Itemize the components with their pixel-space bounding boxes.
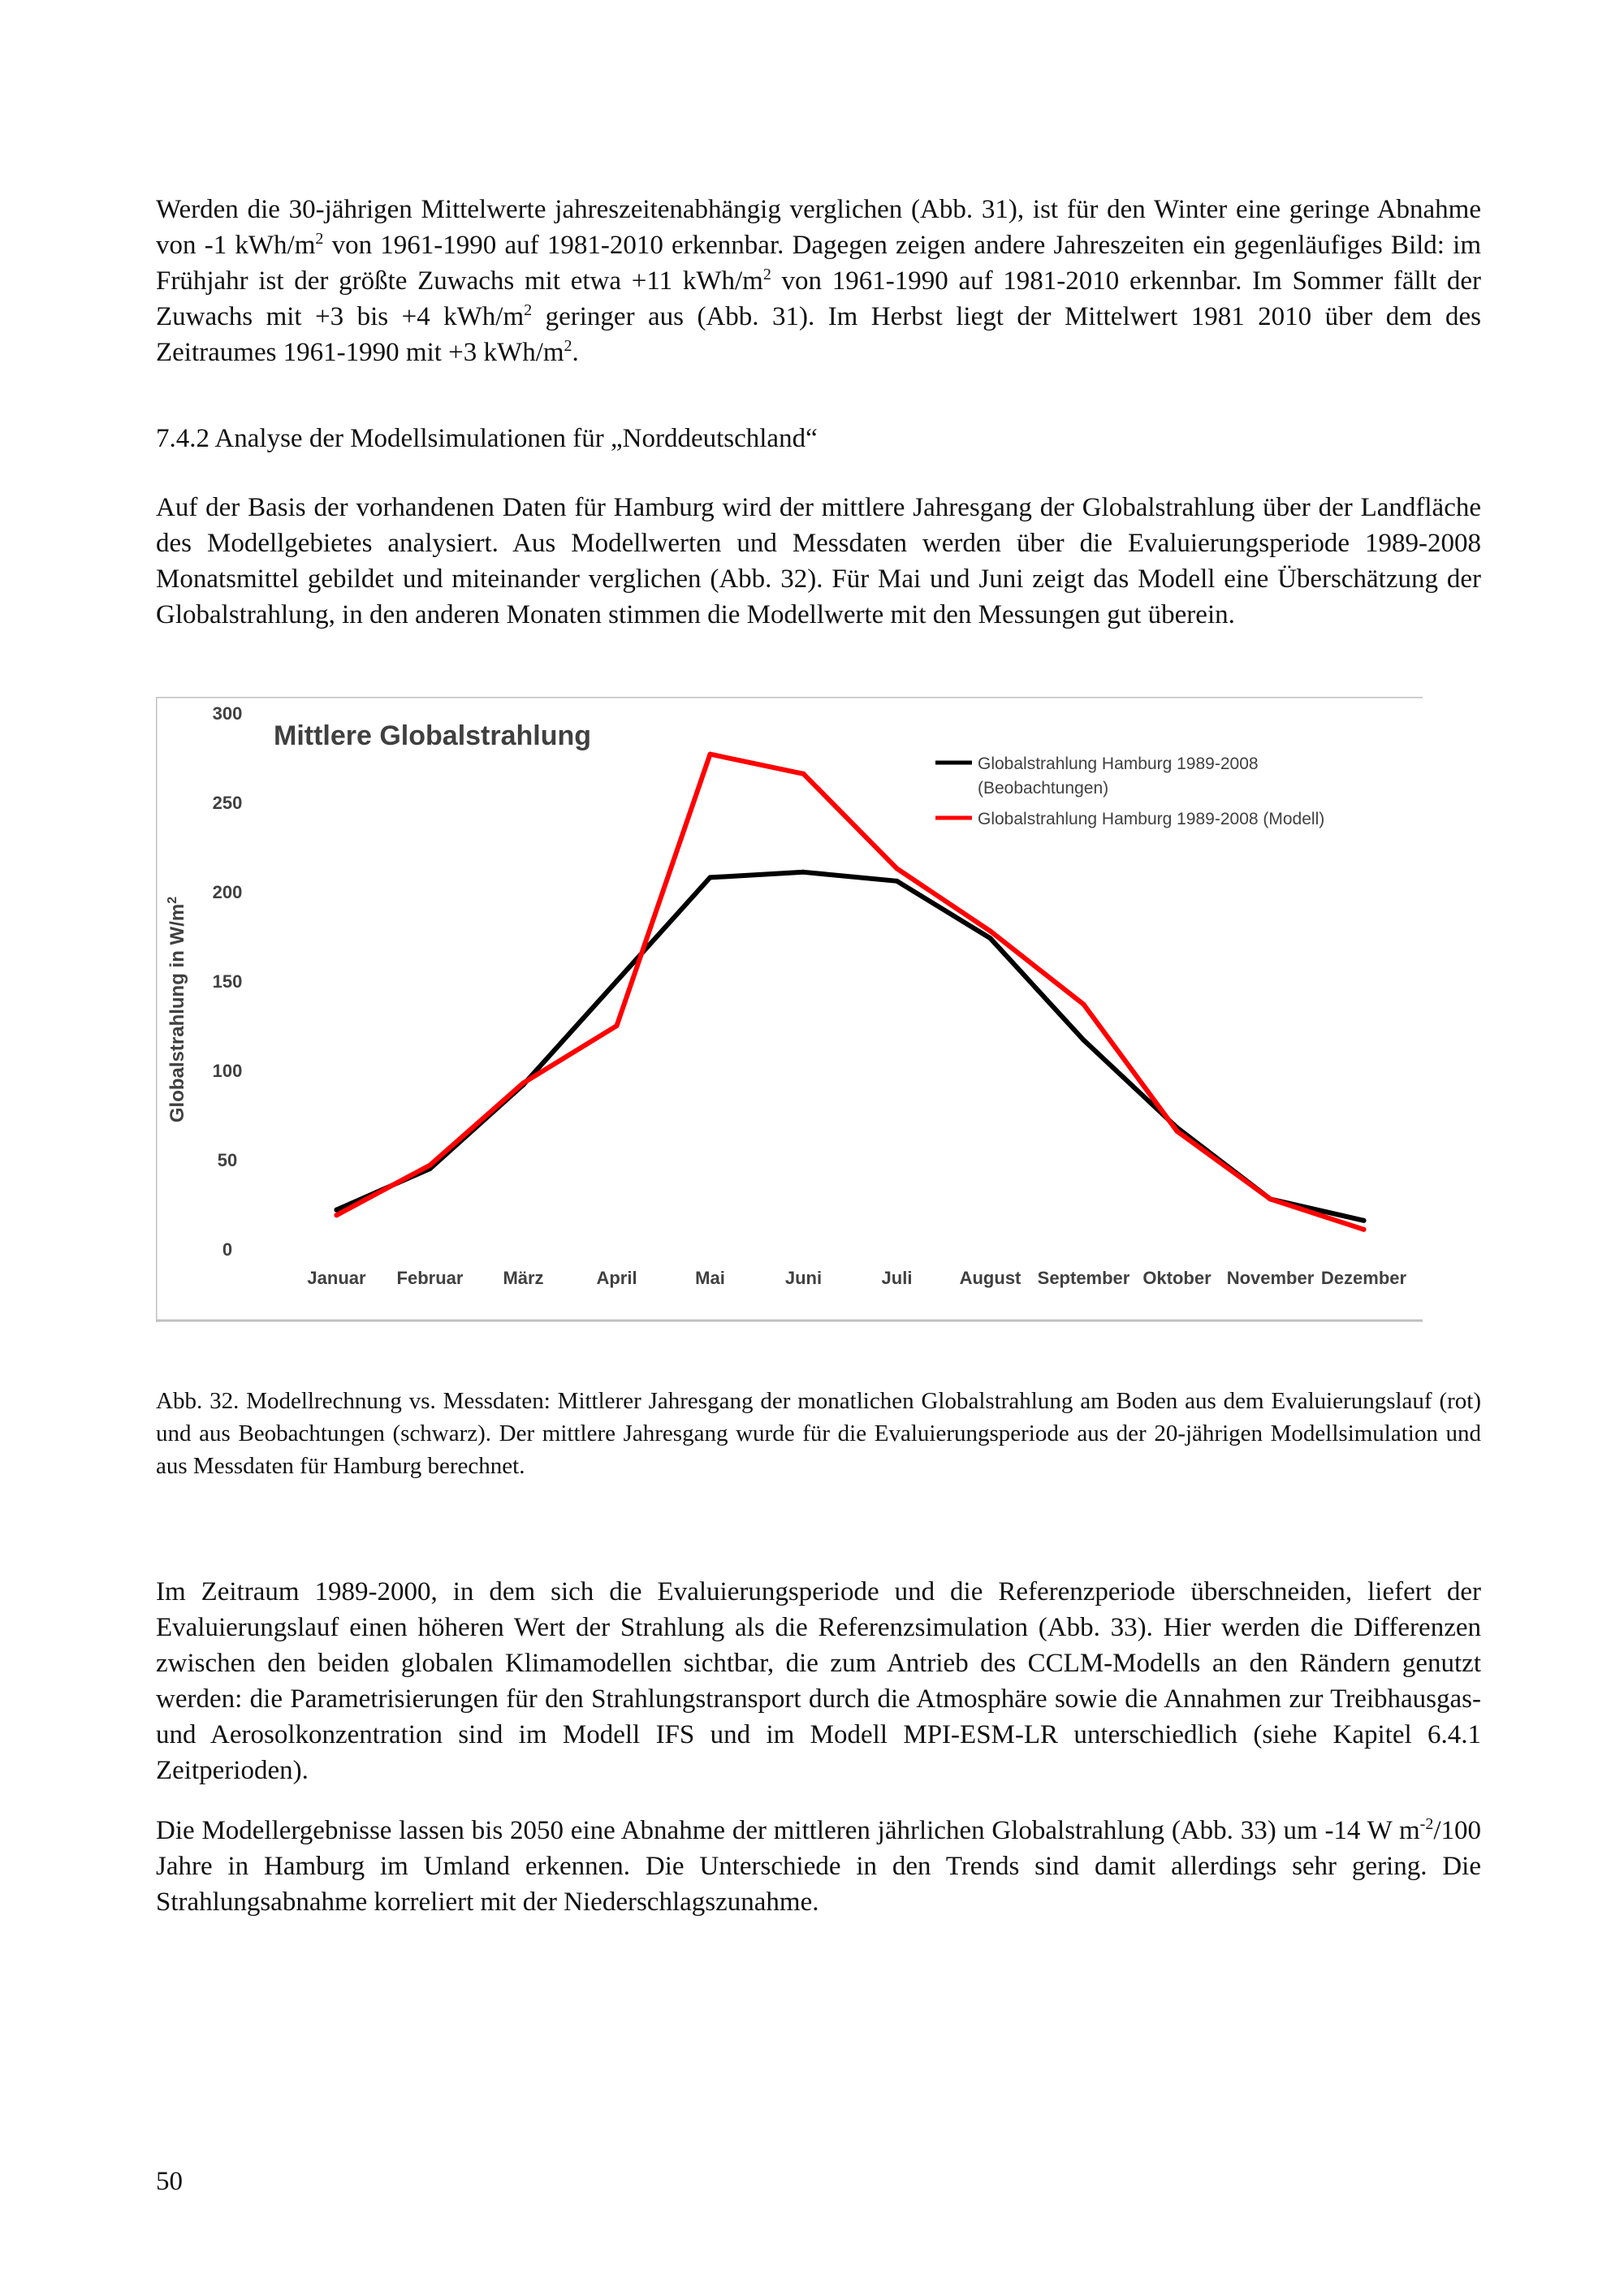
- text-span: von 1961-1990 auf 1981-2010 erkennbar. Im Sommer fällt der Zuwachs mit +3 bis +4 kWh/m: [156, 266, 1481, 331]
- y-tick-label: 300: [212, 703, 243, 724]
- x-tick-label: August: [959, 1268, 1021, 1288]
- x-tick-label: September: [1037, 1268, 1130, 1288]
- data-point: [1268, 1196, 1273, 1201]
- data-point: [988, 928, 993, 933]
- x-tick-label: Dezember: [1320, 1268, 1407, 1288]
- x-tick-label: März: [503, 1268, 544, 1288]
- x-tick-label: November: [1226, 1268, 1315, 1288]
- y-tick-label: 150: [212, 971, 243, 992]
- x-tick-label: Februar: [396, 1268, 464, 1288]
- superscript: 2: [564, 337, 572, 355]
- text-span: Die Modellergebnisse lassen bis 2050 eine Abnahme der mittleren jährlichen Globalstrahlung (Abb. 33) um -14 W m: [156, 1816, 1420, 1845]
- data-point: [1082, 1038, 1086, 1043]
- x-tick-label: Juli: [881, 1268, 913, 1288]
- text-span: .: [572, 338, 579, 367]
- data-point: [1362, 1218, 1367, 1223]
- section-heading: 7.4.2 Analyse der Modellsimulationen für „Norddeutschland“: [156, 424, 818, 453]
- data-point: [1082, 1002, 1086, 1007]
- y-tick-label: 50: [217, 1150, 238, 1170]
- superscript: -2: [1419, 1815, 1434, 1833]
- x-tick-label: Oktober: [1142, 1268, 1212, 1288]
- paragraph-analysis: Auf der Basis der vorhandenen Daten für Hamburg wird der mittlere Jahresgang der Globalstrahlung über der Landfläche des Modellgebietes analysiert. Aus Modellwerten und Messdaten werden über die Evaluierungsperiode 1989-2008 Monatsmittel gebildet und miteinander verglichen (Abb. 32). Für Mai und Juni zeigt das Modell eine Überschätzung der Globalstrahlung, in den anderen Monaten stimmen die Modellwerte mit den Messungen gut überein.: [156, 493, 1481, 629]
- chart-title: Mittlere Globalstrahlung: [274, 720, 592, 751]
- data-point: [1362, 1227, 1367, 1232]
- data-point: [895, 866, 900, 871]
- data-point: [988, 936, 993, 940]
- y-tick-label: 250: [212, 793, 243, 813]
- legend-label-model: Globalstrahlung Hamburg 1989-2008 (Modell): [978, 810, 1325, 828]
- y-tick-label: 200: [212, 882, 243, 902]
- chart-svg: [156, 697, 1423, 1322]
- legend-label-observations-line2: (Beobachtungen): [978, 779, 1109, 798]
- superscript: 2: [762, 266, 771, 283]
- y-axis-label: [166, 897, 188, 1122]
- data-point: [801, 772, 806, 776]
- superscript: 2: [524, 301, 533, 319]
- y-tick-label: 0: [222, 1239, 233, 1260]
- data-point: [615, 1023, 620, 1028]
- page-number: 50: [156, 2167, 183, 2196]
- data-point: [708, 875, 713, 880]
- x-tick-label: Juni: [784, 1268, 823, 1288]
- x-tick-label: April: [596, 1268, 637, 1288]
- x-tick-label: Januar: [307, 1268, 366, 1288]
- data-point: [428, 1163, 433, 1168]
- legend-label-observations: Globalstrahlung Hamburg 1989-2008: [978, 755, 1259, 773]
- paragraph-reference-period: Im Zeitraum 1989-2000, in dem sich die Evaluierungsperiode und die Referenzperiode überschneiden, liefert der Evaluierungslauf einen höheren Wert der Strahlung als die Referenzsimulation (Abb. 33). Hier werden die Differenzen zwischen den beiden globalen Klimamodellen sichtbar, die zum Antrieb des CCLM-Modells an den Rändern genutzt werden: die Parametrisierungen für den Strahlungstransport durch die Atmosphäre sowie die Annahmen zur Treibhausgas- und Aerosolkonzentration sind im Modell IFS und im Modell MPI-ESM-LR unterschiedlich (siehe Kapitel 6.4.1 Zeitperioden).: [156, 1577, 1481, 1785]
- data-point: [615, 979, 620, 984]
- data-point: [801, 870, 806, 875]
- data-point: [1175, 1129, 1180, 1134]
- data-point: [521, 1080, 526, 1085]
- text-span: geringer aus (Abb. 31). Im Herbst liegt der Mittelwert 1981 2010 über dem des Zeitraumes 1961-1990 mit +3 kWh/m: [156, 302, 1481, 367]
- y-axis-label-sup: 2: [166, 896, 179, 904]
- text-span: /100 Jahre in Hamburg im Umland erkennen. Die Unterschiede in den Trends sind damit allerdings sehr gering. Die Strahlungsabnahme korreliert mit der Niederschlagszunahme.: [156, 1816, 1481, 1917]
- text-span: von 1961-1990 auf 1981-2010 erkennbar. Dagegen zeigen andere Jahreszeiten ein gegenläufiges Bild: im Frühjahr ist der größte Zuwachs mit etwa +11 kWh/m: [156, 231, 1481, 296]
- x-tick-label: Mai: [695, 1268, 725, 1288]
- y-tick-label: 100: [212, 1061, 243, 1081]
- data-point: [895, 879, 900, 884]
- paragraph-model-results: [156, 1813, 1481, 1920]
- data-point: [708, 752, 713, 757]
- text-span: Werden die 30-jährigen Mittelwerte jahreszeitenabhängig verglichen (Abb. 31), ist für den Winter eine geringe Abnahme von -1 kWh/m: [156, 195, 1481, 260]
- figure-caption: Abb. 32. Modellrechnung vs. Messdaten: Mittlerer Jahresgang der monatlichen Globalstrahlung am Boden aus dem Evaluierungslauf (rot) und aus Beobachtungen (schwarz). Der mittlere Jahresgang wurde für die Evaluierungsperiode aus der 20-jährigen Modellsimulation und aus Messdaten für Hamburg berechnet.: [156, 1388, 1481, 1479]
- chart-figure: [156, 697, 1423, 1322]
- superscript: 2: [315, 230, 324, 248]
- y-axis-label-text: Globalstrahlung in W/m: [166, 903, 188, 1123]
- paragraph-seasonal-comparison: [156, 192, 1481, 370]
- data-point: [335, 1213, 339, 1217]
